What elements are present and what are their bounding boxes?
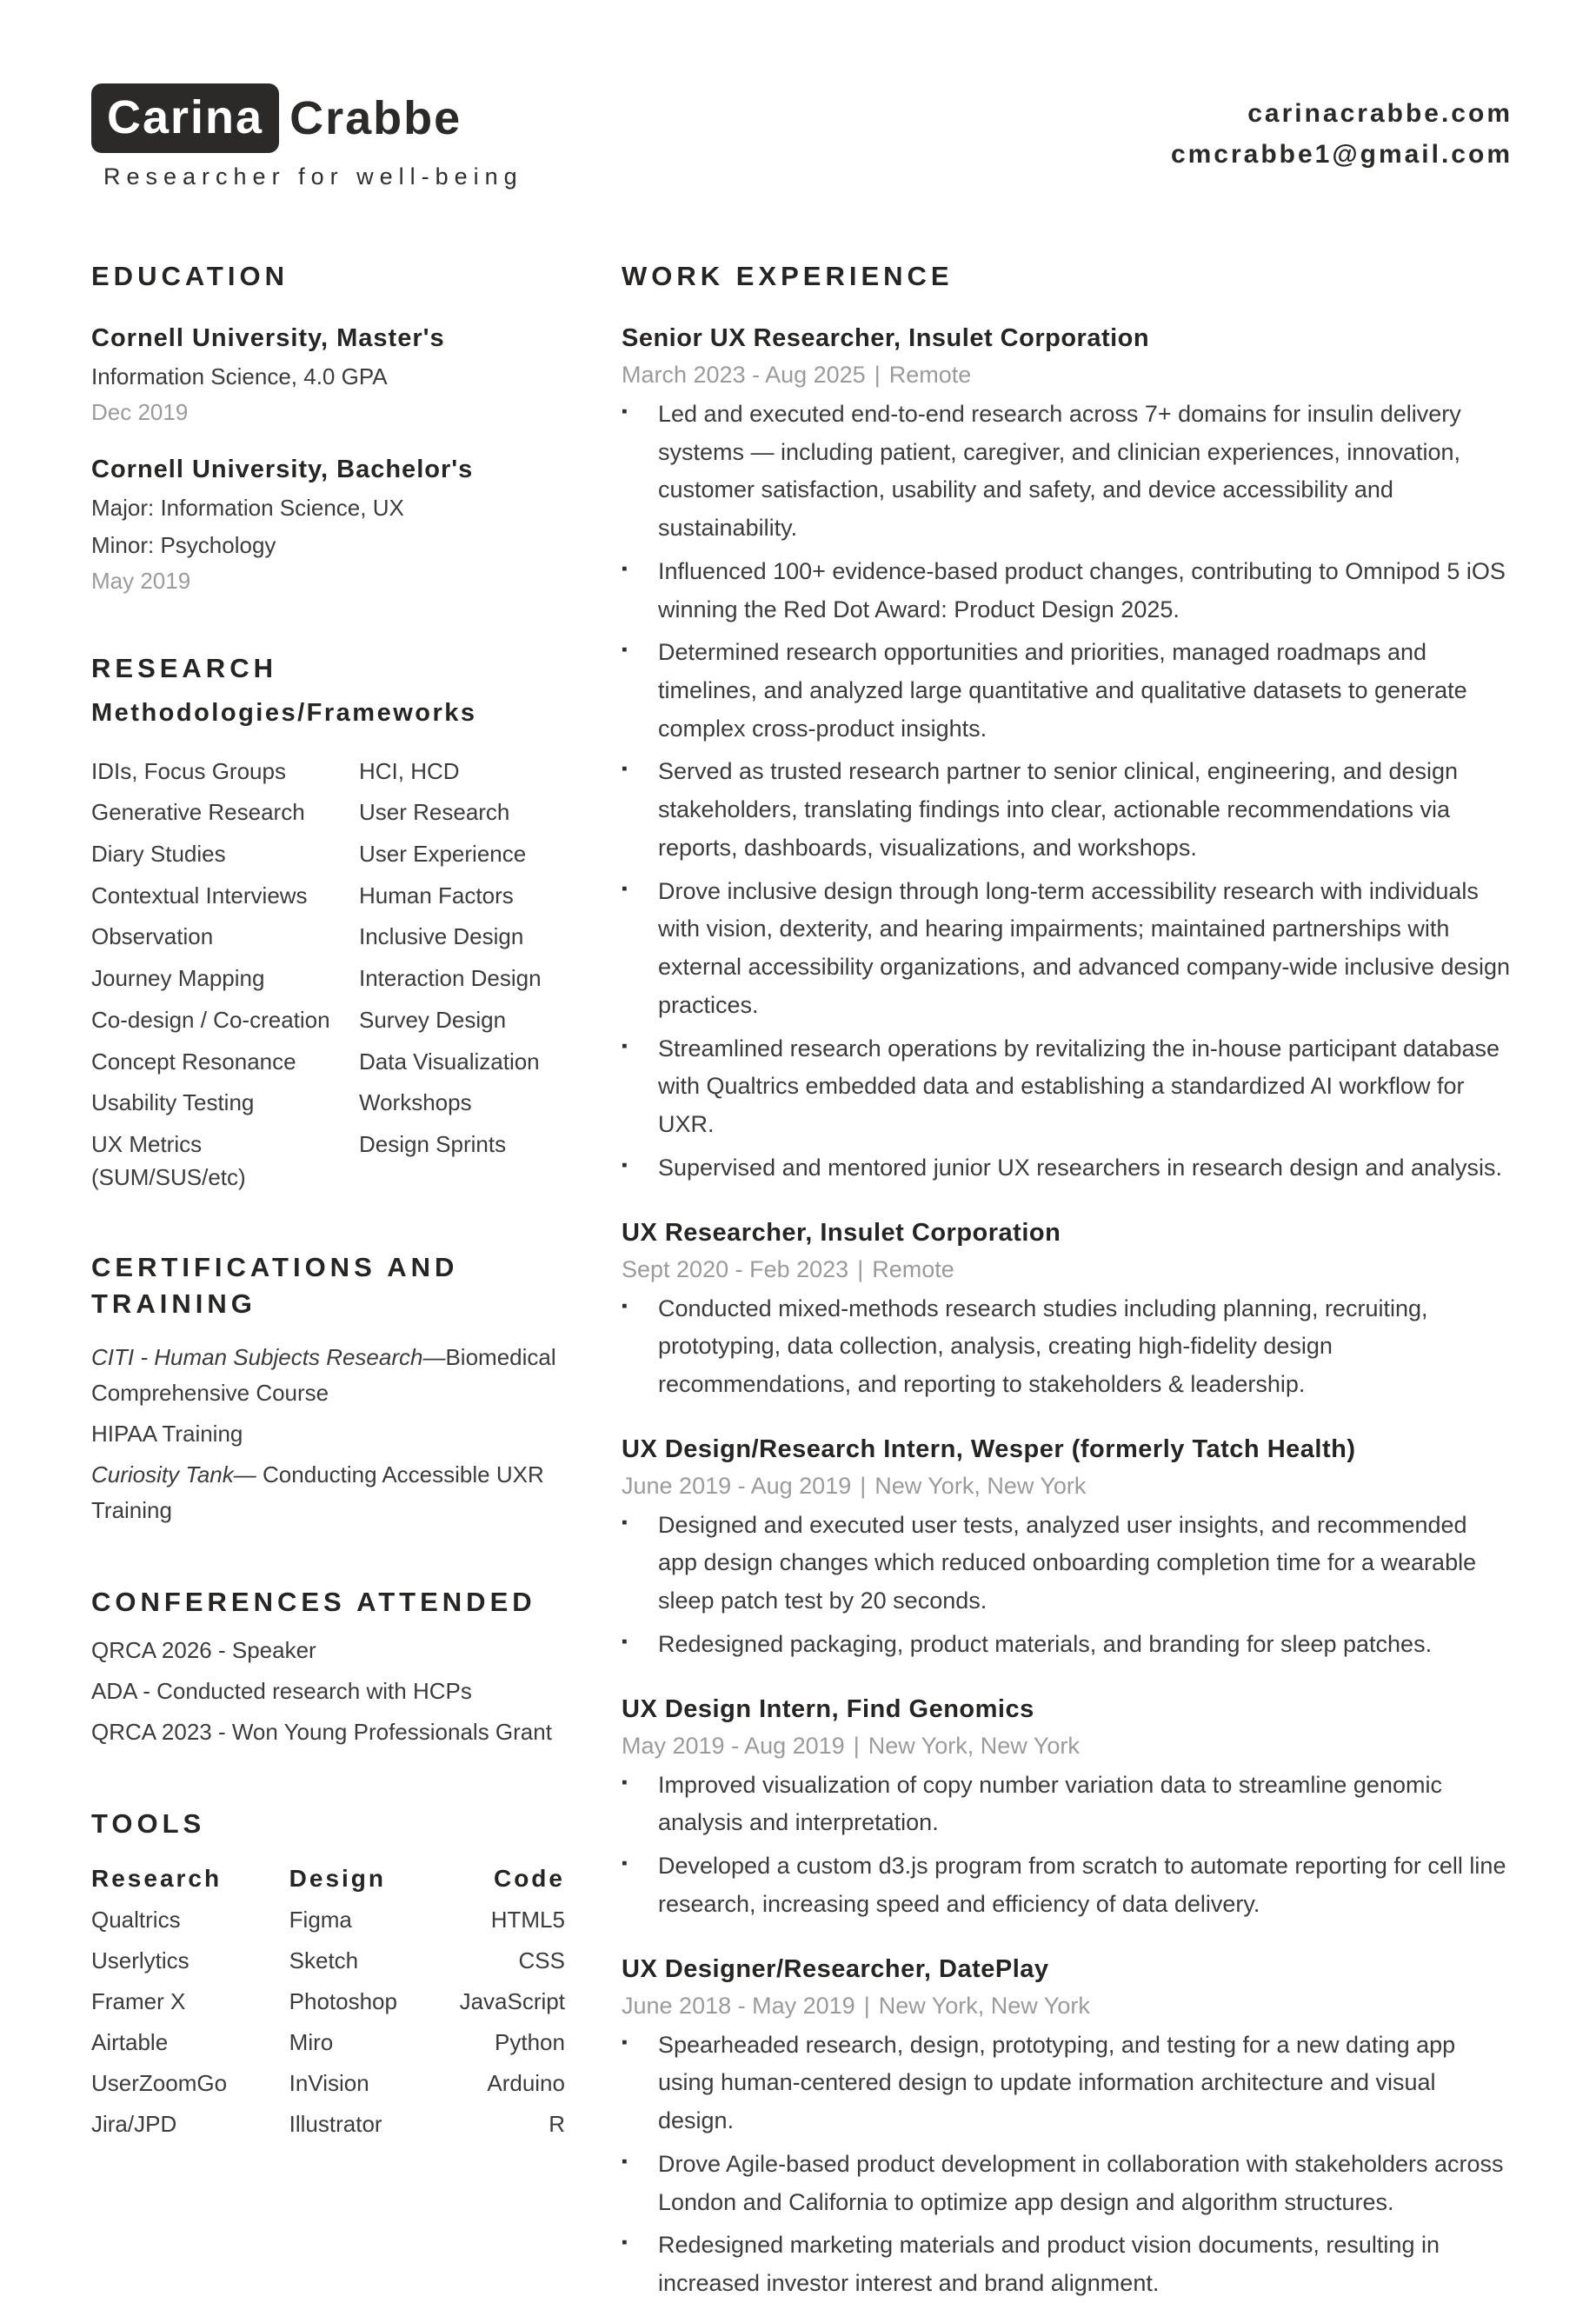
- tool-item: Python: [495, 2029, 565, 2056]
- tool-item: Figma: [289, 1907, 352, 1934]
- tools-col-header: Design: [289, 1865, 387, 1893]
- job-entry: [622, 1695, 1513, 1924]
- bullet-marker: [622, 1767, 658, 1842]
- pipe-separator: [851, 1473, 874, 1499]
- list-item: Contextual Interviews: [91, 882, 308, 909]
- pipe-separator: [848, 1256, 872, 1282]
- job-bullet: [622, 553, 1513, 629]
- bullet-marker: [622, 1149, 658, 1188]
- tools-col-design: [289, 1865, 397, 2138]
- conference-item: QRCA 2026 - Speaker: [91, 1637, 316, 1664]
- website-link[interactable]: carinacrabbe.com: [1247, 99, 1513, 128]
- conferences-heading: CONFERENCES ATTENDED: [91, 1587, 536, 1618]
- job-date: June 2019 - Aug 2019: [622, 1472, 852, 1499]
- bullet-text: Drove inclusive design through long-term accessibility research with individuals with vision, dexterity, and hearing impairments; maintained partnerships with external accessibility organizations, and advanced company-wide inclusive design practices.: [658, 877, 1511, 1018]
- job-bullet: [622, 1030, 1513, 1144]
- list-item: Workshops: [359, 1089, 472, 1116]
- bullet-marker: [622, 873, 658, 1025]
- tool-item: Arduino: [487, 2070, 565, 2097]
- job-entry: [622, 324, 1513, 1188]
- list-item: Concept Resonance: [91, 1048, 296, 1075]
- job-bullets: [622, 1507, 1513, 1664]
- job-location: New York, New York: [874, 1472, 1087, 1499]
- list-item: IDIs, Focus Groups: [91, 757, 286, 784]
- degree-detail: Information Science, 4.0 GPA: [91, 363, 388, 389]
- list-item: HCI, HCD: [359, 757, 460, 784]
- list-item: Inclusive Design: [359, 923, 524, 950]
- job-title: UX Designer/Researcher, DatePlay: [622, 1954, 1049, 1983]
- bullet-text: Served as trusted research partner to senior clinical, engineering, and design stakeholders, translating findings into clear, actionable recommendations via reports, dashboards, visualizations, and workshops.: [658, 758, 1459, 861]
- bullet-text: Spearheaded research, design, prototyping, and testing for a new dating app using human-centered design to update information architecture and visual design.: [658, 2031, 1456, 2134]
- tagline: Researcher for well-being: [103, 163, 523, 190]
- methodologies-col-2: [359, 747, 565, 1195]
- list-item: UX Metrics (SUM/SUS/etc): [91, 1130, 246, 1190]
- bullet-marker: [622, 2027, 658, 2140]
- left-column: [91, 258, 565, 2303]
- tool-item: JavaScript: [459, 1988, 565, 2015]
- bullet-text: Led and executed end-to-end research across 7+ domains for insulin delivery systems — including patient, caregiver, and clinician experiences, innovation, customer satisfaction, usability and safety, and device accessibility and sustainability.: [658, 400, 1461, 542]
- pipe-separator: [866, 362, 889, 388]
- job-title: UX Researcher, Insulet Corporation: [622, 1218, 1061, 1247]
- bullet-marker: [622, 753, 658, 867]
- conference-item: ADA - Conducted research with HCPs: [91, 1678, 472, 1705]
- bullet-marker: [622, 396, 658, 548]
- tool-item: Qualtrics: [91, 1907, 181, 1934]
- job-entry: [622, 1219, 1513, 1404]
- right-column: [565, 258, 1513, 2303]
- job-bullets: [622, 396, 1513, 1188]
- tool-item: R: [549, 2111, 565, 2138]
- job-bullet: [622, 1507, 1513, 1621]
- degree-detail: Minor: Psychology: [91, 531, 276, 558]
- bullet-marker: [622, 1507, 658, 1621]
- bullet-text: Supervised and mentored junior UX researchers in research design and analysis.: [658, 1154, 1503, 1181]
- header: [91, 83, 1513, 190]
- bullet-text: Redesigned marketing materials and product vision documents, resulting in increased investor interest and brand alignment.: [658, 2232, 1440, 2297]
- contact-block: [1171, 83, 1513, 175]
- name-first-badge: Carina: [91, 83, 279, 153]
- tools-heading: TOOLS: [91, 1808, 206, 1840]
- bullet-marker: [622, 634, 658, 748]
- job-bullet: [622, 634, 1513, 748]
- name-last: Crabbe: [289, 92, 462, 144]
- tool-item: Framer X: [91, 1988, 186, 2015]
- certification-source: Curiosity Tank—: [91, 1461, 256, 1488]
- tool-item: Sketch: [289, 1947, 359, 1974]
- job-date: Sept 2020 - Feb 2023: [622, 1255, 849, 1282]
- certifications-list: [91, 1340, 565, 1528]
- job-bullet: [622, 2226, 1513, 2302]
- bullet-text: Improved visualization of copy number variation data to streamline genomic analysis and interpretation.: [658, 1771, 1442, 1836]
- degree-detail: Major: Information Science, UX: [91, 494, 404, 521]
- job-entry: [622, 1955, 1513, 2303]
- bullet-text: Developed a custom d3.js program from scratch to automate reporting for cell line research, increasing speed and efficiency of data delivery.: [658, 1853, 1506, 1917]
- job-bullet: [622, 1767, 1513, 1842]
- tool-item: InVision: [289, 2070, 369, 2097]
- conferences-list: [91, 1633, 565, 1750]
- graduation-date: Dec 2019: [91, 398, 189, 425]
- job-bullet: [622, 396, 1513, 548]
- list-item: Generative Research: [91, 799, 305, 826]
- job-bullet: [622, 1290, 1513, 1404]
- bullet-text: Designed and executed user tests, analyzed user insights, and recommended app design changes which reduced onboarding completion time for a wearable sleep patch test by 20 seconds.: [658, 1511, 1477, 1614]
- bullet-text: Conducted mixed-methods research studies including planning, recruiting, prototyping, data collection, analysis, creating high-fidelity design recommendations, and reporting to stakeholders & leadership.: [658, 1295, 1428, 1397]
- job-bullet: [622, 2027, 1513, 2140]
- tools-col-header: Research: [91, 1865, 223, 1893]
- certifications-heading: CERTIFICATIONS AND TRAINING: [91, 1252, 459, 1320]
- list-item: Journey Mapping: [91, 965, 265, 992]
- job-date: May 2019 - Aug 2019: [622, 1732, 845, 1759]
- job-location: New York, New York: [878, 1992, 1090, 2019]
- logo-block: [91, 83, 523, 190]
- job-meta: [622, 1993, 1513, 2020]
- certification-source: CITI - Human Subjects Research—: [91, 1343, 446, 1370]
- certification-detail: Conducting Accessible UXR Training: [91, 1461, 544, 1524]
- tool-item: CSS: [518, 1947, 565, 1974]
- work-experience-heading: WORK EXPERIENCE: [622, 261, 954, 291]
- list-item: Design Sprints: [359, 1130, 507, 1157]
- certification-detail: Biomedical Comprehensive Course: [91, 1343, 556, 1407]
- list-item: User Research: [359, 799, 510, 826]
- bullet-marker: [622, 553, 658, 629]
- bullet-text: Determined research opportunities and priorities, managed roadmaps and timelines, and analyzed large quantitative and qualitative datasets to generate complex cross-product insights.: [658, 639, 1467, 742]
- job-title: Senior UX Researcher, Insulet Corporation: [622, 323, 1150, 352]
- job-bullets: [622, 1290, 1513, 1404]
- graduation-date: May 2019: [91, 567, 191, 594]
- tools-col-code: [460, 1865, 565, 2138]
- tool-item: Airtable: [91, 2029, 169, 2056]
- job-bullets: [622, 1767, 1513, 1924]
- job-title: UX Design Intern, Find Genomics: [622, 1694, 1034, 1723]
- certification-detail: HIPAA Training: [91, 1421, 243, 1448]
- job-bullet: [622, 1149, 1513, 1188]
- bullet-text: Influenced 100+ evidence-based product changes, contributing to Omnipod 5 iOS winning the Red Dot Award: Product Design 2025.: [658, 557, 1506, 622]
- bullet-marker: [622, 1626, 658, 1664]
- bullet-marker: [622, 1030, 658, 1144]
- job-entry: [622, 1435, 1513, 1664]
- job-bullet: [622, 2146, 1513, 2221]
- list-item: Usability Testing: [91, 1089, 255, 1116]
- job-meta: [622, 1733, 1513, 1760]
- job-bullet: [622, 1847, 1513, 1923]
- tools-col-header: Code: [493, 1865, 565, 1893]
- job-location: Remote: [872, 1255, 954, 1282]
- job-location: Remote: [888, 361, 972, 388]
- list-item: User Experience: [359, 841, 527, 868]
- bullet-marker: [622, 1290, 658, 1404]
- job-location: New York, New York: [868, 1732, 1080, 1759]
- bullet-text: Streamlined research operations by revitalizing the in-house participant database with Qualtrics embedded data and establishing a standardized AI workflow for UXR.: [658, 1035, 1500, 1138]
- education-entry: [91, 324, 565, 426]
- list-item: Co-design / Co-creation: [91, 1006, 330, 1033]
- job-bullet: [622, 1626, 1513, 1664]
- tool-item: UserZoomGo: [91, 2070, 228, 2097]
- school-name: Cornell University, Bachelor's: [91, 455, 474, 483]
- pipe-separator: [855, 1993, 879, 2019]
- certification-item: [91, 1416, 565, 1452]
- name-logo: [91, 83, 523, 153]
- methodologies-col-1: [91, 747, 359, 1195]
- school-name: Cornell University, Master's: [91, 323, 445, 352]
- tool-item: Userlytics: [91, 1947, 190, 1974]
- list-item: Interaction Design: [359, 965, 542, 992]
- research-subheading: Methodologies/Frameworks: [91, 698, 477, 727]
- list-item: Observation: [91, 923, 214, 950]
- bullet-marker: [622, 1847, 658, 1923]
- tools-grid: [91, 1865, 565, 2138]
- columns: [91, 258, 1513, 2303]
- bullet-marker: [622, 2146, 658, 2221]
- list-item: Survey Design: [359, 1006, 507, 1033]
- certification-item: [91, 1457, 565, 1528]
- list-item: Human Factors: [359, 882, 514, 909]
- bullet-marker: [622, 2226, 658, 2302]
- bullet-text: Redesigned packaging, product materials, and branding for sleep patches.: [658, 1630, 1433, 1657]
- job-date: March 2023 - Aug 2025: [622, 361, 866, 388]
- job-meta: [622, 362, 1513, 389]
- tool-item: Jira/JPD: [91, 2111, 177, 2138]
- job-bullet: [622, 873, 1513, 1025]
- job-bullets: [622, 2027, 1513, 2303]
- conference-item: QRCA 2023 - Won Young Professionals Grant: [91, 1719, 552, 1746]
- tool-item: Miro: [289, 2029, 334, 2056]
- tool-item: Illustrator: [289, 2111, 382, 2138]
- education-heading: EDUCATION: [91, 261, 289, 291]
- bullet-text: Drove Agile-based product development in collaboration with stakeholders across London and California to optimize app design and algorithm structures.: [658, 2150, 1504, 2215]
- list-item: Data Visualization: [359, 1048, 540, 1075]
- research-heading: RESEARCH: [91, 652, 277, 683]
- tool-item: Photoshop: [289, 1988, 397, 2015]
- certification-item: [91, 1340, 565, 1411]
- education-entry: [91, 456, 565, 595]
- tools-col-research: [91, 1865, 227, 2138]
- job-date: June 2018 - May 2019: [622, 1992, 855, 2019]
- job-title: UX Design/Research Intern, Wesper (formerly Tatch Health): [622, 1434, 1356, 1463]
- pipe-separator: [845, 1733, 868, 1759]
- methodologies-grid: [91, 747, 565, 1195]
- job-meta: [622, 1256, 1513, 1283]
- list-item: Diary Studies: [91, 841, 226, 868]
- job-bullet: [622, 753, 1513, 867]
- job-meta: [622, 1473, 1513, 1500]
- tool-item: HTML5: [490, 1907, 565, 1934]
- email-link[interactable]: cmcrabbe1@gmail.com: [1170, 139, 1513, 169]
